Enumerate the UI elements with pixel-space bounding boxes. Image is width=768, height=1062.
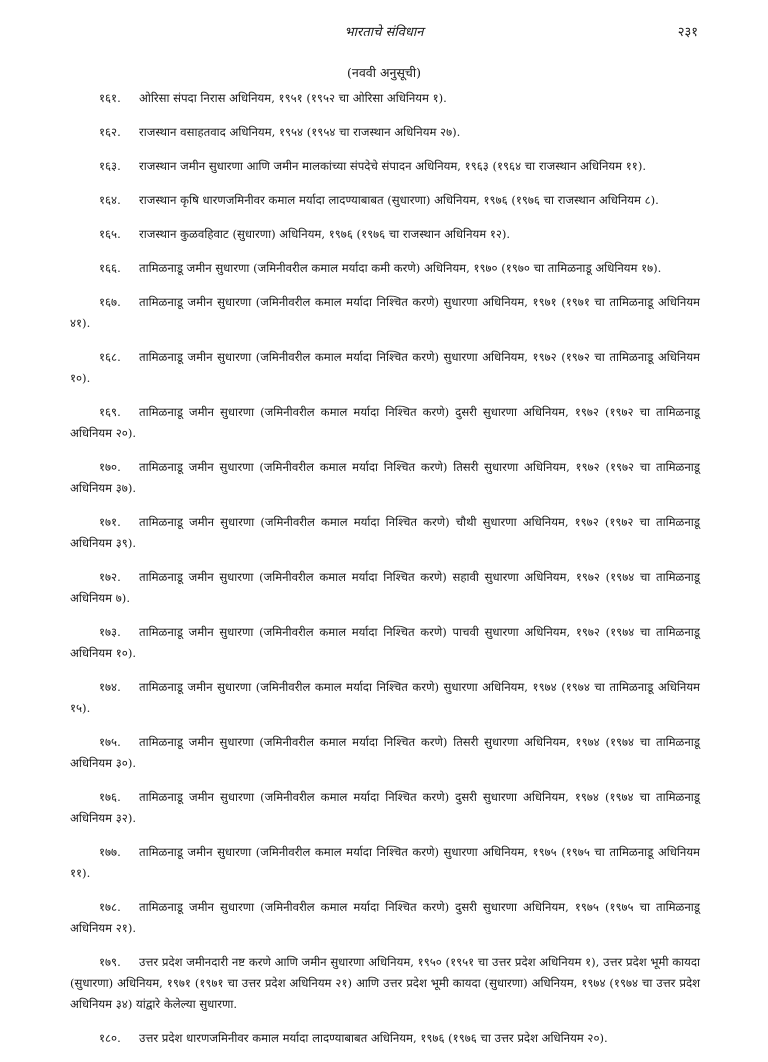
list-item: [70, 1028, 700, 1049]
entry-number: १६७.: [99, 295, 121, 309]
entry-number: १७१.: [99, 515, 121, 529]
entry-text: तामिळनाडू जमीन सुधारणा (जमिनीवरील कमाल मर्यादा निश्चित करणे) चौथी सुधारणा अधिनियम, १९७२ (१९७२ चा तामिळनाडू अधिनियम ३९).: [70, 515, 700, 550]
entry-text: तामिळनाडू जमीन सुधारणा (जमिनीवरील कमाल मर्यादा निश्चित करणे) दुसरी सुधारणा अधिनियम, १९७४ (१९७४ चा तामिळनाडू अधिनियम ३२).: [70, 790, 700, 825]
entry-number: १७४.: [99, 680, 121, 694]
entry-text: तामिळनाडू जमीन सुधारणा (जमिनीवरील कमाल मर्यादा निश्चित करणे) सुधारणा अधिनियम, १९७५ (१९७५ चा तामिळनाडू अधिनियम ११).: [70, 845, 700, 880]
list-item: [70, 156, 700, 177]
list-item: [70, 258, 700, 279]
entry-text: राजस्थान वसाहतवाद अधिनियम, १९५४ (१९५४ चा राजस्थान अधिनियम २७).: [139, 125, 461, 139]
entry-number: १६८.: [99, 350, 121, 364]
entry-text: तामिळनाडू जमीन सुधारणा (जमिनीवरील कमाल मर्यादा निश्चित करणे) तिसरी सुधारणा अधिनियम, १९७२ (१९७२ चा तामिळनाडू अधिनियम ३७).: [70, 460, 700, 495]
list-item: [70, 88, 700, 109]
entry-text: तामिळनाडू जमीन सुधारणा (जमिनीवरील कमाल मर्यादा निश्चित करणे) दुसरी सुधारणा अधिनियम, १९७५ (१९७५ चा तामिळनाडू अधिनियम २१).: [70, 900, 700, 935]
entry-text: तामिळनाडू जमीन सुधारणा (जमिनीवरील कमाल मर्यादा निश्चित करणे) सुधारणा अधिनियम, १९७१ (१९७१ चा तामिळनाडू अधिनियम ४१).: [70, 295, 700, 330]
entry-number: १६१.: [99, 91, 121, 105]
entry-number: १७६.: [99, 790, 121, 804]
list-item: [70, 732, 700, 774]
entry-number: १७७.: [99, 845, 121, 859]
entry-number: १७३.: [99, 625, 121, 639]
entry-number: १७२.: [99, 570, 121, 584]
page-number: २३१: [677, 25, 698, 40]
entry-number: १६६.: [99, 261, 121, 275]
page-header: [0, 22, 768, 44]
entry-number: १६९.: [99, 405, 121, 419]
entry-text: उत्तर प्रदेश जमीनदारी नष्ट करणे आणि जमीन सुधारणा अधिनियम, १९५० (१९५१ चा उत्तर प्रदेश अधिनियम १), उत्तर प्रदेश भूमी कायदा (सुधारणा) अधिनियम, १९७१ (१९७१ चा उत्तर प्रदेश अधिनियम २१) आणि उत्तर प्रदेश भूमी कायदा (सुधारणा) अधिनियम, १९७४ (१९७४ चा उत्तर प्रदेश अधिनियम ३४) यांद्वारे केलेल्या सुधारणा.: [70, 955, 700, 1011]
entry-text: उत्तर प्रदेश धारणजमिनीवर कमाल मर्यादा लादण्याबाबत अधिनियम, १९७६ (१९७६ चा उत्तर प्रदेश अधिनियम २०).: [139, 1031, 608, 1045]
entry-text: तामिळनाडू जमीन सुधारणा (जमिनीवरील कमाल मर्यादा निश्चित करणे) पाचवी सुधारणा अधिनियम, १९७२ (१९७४ चा तामिळनाडू अधिनियम १०).: [70, 625, 700, 660]
list-item: [70, 457, 700, 499]
list-item: [70, 952, 700, 1015]
entry-text: तामिळनाडू जमीन सुधारणा (जमिनीवरील कमाल मर्यादा निश्चित करणे) सुधारणा अधिनियम, १९७२ (१९७२ चा तामिळनाडू अधिनियम १०).: [70, 350, 700, 385]
entry-text: ओरिसा संपदा निरास अधिनियम, १९५१ (१९५२ चा ओरिसा अधिनियम १).: [139, 91, 447, 105]
list-item: [70, 897, 700, 939]
entry-number: १७५.: [99, 735, 121, 749]
entry-number: १६५.: [99, 227, 121, 241]
list-item: [70, 122, 700, 143]
entry-text: तामिळनाडू जमीन सुधारणा (जमिनीवरील कमाल मर्यादा निश्चित करणे) दुसरी सुधारणा अधिनियम, १९७२ (१९७२ चा तामिळनाडू अधिनियम २०).: [70, 405, 700, 440]
list-item: [70, 402, 700, 444]
entry-text: तामिळनाडू जमीन सुधारणा (जमिनीवरील कमाल मर्यादा निश्चित करणे) सुधारणा अधिनियम, १९७४ (१९७४ चा तामिळनाडू अधिनियम १५).: [70, 680, 700, 715]
entry-text: तामिळनाडू जमीन सुधारणा (जमिनीवरील कमाल मर्यादा निश्चित करणे) सहावी सुधारणा अधिनियम, १९७२ (१९७४ चा तामिळनाडू अधिनियम ७).: [70, 570, 700, 605]
entry-number: १६२.: [99, 125, 121, 139]
list-item: [70, 347, 700, 389]
schedule-title: (नववी अनुसूची): [347, 65, 421, 80]
list-item: [70, 622, 700, 664]
entry-number: १६३.: [99, 159, 121, 173]
entry-number: १६४.: [99, 193, 121, 207]
entry-number: १८०.: [99, 1031, 121, 1045]
list-item: [70, 677, 700, 719]
entry-text: राजस्थान कुळवहिवाट (सुधारणा) अधिनियम, १९७६ (१९७६ चा राजस्थान अधिनियम १२).: [139, 227, 511, 241]
list-item: [70, 190, 700, 211]
entries-list: [70, 88, 700, 1062]
entry-text: राजस्थान जमीन सुधारणा आणि जमीन मालकांच्या संपदेचे संपादन अधिनियम, १९६३ (१९६४ चा राजस्थान अधिनियम ११).: [139, 159, 647, 173]
entry-number: १७८.: [99, 900, 121, 914]
list-item: [70, 567, 700, 609]
entry-number: १७०.: [99, 460, 121, 474]
entry-number: १७९.: [99, 955, 121, 969]
running-title: भारताचे संविधान: [344, 25, 424, 40]
entry-text: तामिळनाडू जमीन सुधारणा (जमिनीवरील कमाल मर्यादा निश्चित करणे) तिसरी सुधारणा अधिनियम, १९७४ (१९७४ चा तामिळनाडू अधिनियम ३०).: [70, 735, 700, 770]
list-item: [70, 842, 700, 884]
list-item: [70, 224, 700, 245]
list-item: [70, 787, 700, 829]
entry-text: तामिळनाडू जमीन सुधारणा (जमिनीवरील कमाल मर्यादा कमी करणे) अधिनियम, १९७० (१९७० चा तामिळनाडू अधिनियम १७).: [139, 261, 662, 275]
entry-text: राजस्थान कृषि धारणजमिनीवर कमाल मर्यादा लादण्याबाबत (सुधारणा) अधिनियम, १९७६ (१९७६ चा राजस्थान अधिनियम ८).: [139, 193, 659, 207]
list-item: [70, 292, 700, 334]
list-item: [70, 512, 700, 554]
